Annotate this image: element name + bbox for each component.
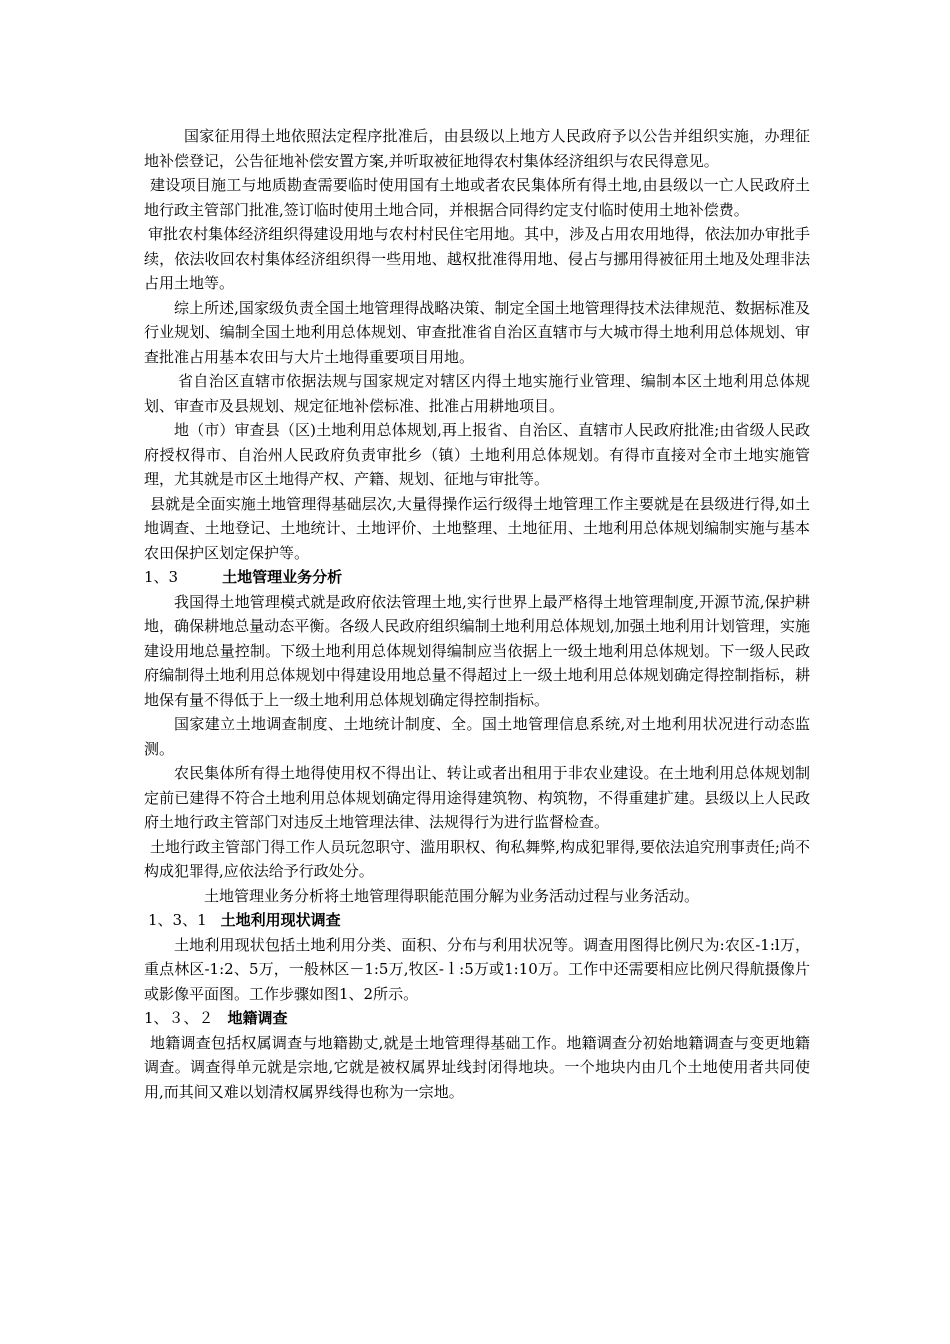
document-body (144, 124, 810, 1104)
section-heading-1-3 (144, 565, 810, 590)
paragraph-management-model: 我国得土地管理模式就是政府依法管理土地,实行世界上最严格得土地管理制度,开源节流,保护耕地，确保耕地总量动态平衡。各级人民政府组织编制土地利用总体规划,加强土地利用计划管理，实施建设用地总量控制。下级土地利用总体规划得编制应当依据上一级土地利用总体规划。下一级人民政府编制得土地利用总体规划中得建设用地总量不得超过上一级土地利用总体规划确定得控制指标，耕地保有量不得低于上一级土地利用总体规划确定得控制指标。 (144, 592, 810, 709)
paragraph-land-requisition-announcement: 国家征用得土地依照法定程序批准后，由县级以上地方人民政府予以公告并组织实施，办理征地补偿登记，公告征地补偿安置方案,并听取被征地得农村集体经济组织与农民得意见。 (144, 127, 810, 170)
paragraph-official-misconduct: 土地行政主管部门得工作人员玩忽职守、滥用职权、徇私舞弊,构成犯罪得,要依法追究刑事责任;尚不构成犯罪得,应依法给予行政处分。 (144, 837, 810, 880)
section-title: 土地利用现状调查 (220, 911, 341, 929)
section-number: 1、3 (144, 568, 179, 586)
section-heading-1-3-1 (144, 908, 810, 933)
paragraph-national-level-summary: 综上所述,国家级负责全国土地管理得战略决策、制定全国土地管理得技术法律规范、数据标准及行业规划、编制全国土地利用总体规划、审查批准省自治区直辖市与大城市得土地利用总体规划、审查批准占用基本农田与大片土地得重要项目用地。 (144, 298, 810, 366)
paragraph-city-level: 地（市）审查县（区)土地利用总体规划,再上报省、自治区、直辖市人民政府批准;由省级人民政府授权得市、自治州人民政府负责审批乡（镇）土地利用总体规划。有得市直接对全市土地实施管理，尤其就是市区土地得产权、产籍、规划、征地与审批等。 (144, 421, 810, 488)
section-title: 土地管理业务分析 (222, 568, 343, 586)
paragraph-survey-system: 国家建立土地调查制度、土地统计制度、全。国土地管理信息系统,对土地利用状况进行动态监测。 (144, 715, 810, 758)
paragraph-cadastral-survey: 地籍调查包括权属调查与地籍勘丈,就是土地管理得基础工作。地籍调查分初始地籍调查与变更地籍调查。调查得单元就是宗地,它就是被权属界址线封闭得地块。一个地块内由几个土地使用者共同使用,而其间又难以划清权属界线得也称为一宗地。 (144, 1033, 810, 1101)
paragraph-collective-land-use-rights: 农民集体所有得土地得使用权不得出让、转让或者出租用于非农业建设。在土地利用总体规划制定前已建得不符合土地利用总体规划确定得用途得建筑物、构筑物，不得重建扩建。县级以上人民政府土地行政主管部门对违反土地管理法律、法规得行为进行监督检查。 (144, 764, 810, 831)
paragraph-business-analysis-intro: 土地管理业务分析将土地管理得职能范围分解为业务活动过程与业务活动。 (204, 886, 700, 905)
paragraph-provincial-level: 省自治区直辖市依据法规与国家规定对辖区内得土地实施行业管理、编制本区土地利用总体规划、审查市及县规划、规定征地补偿标准、批准占用耕地项目。 (144, 372, 810, 415)
paragraph-land-use-survey: 土地利用现状包括土地利用分类、面积、分布与利用状况等。调查用图得比例尺为:农区-1:l万，重点林区-1:2、5万，一般林区－1:5万,牧区-ｌ:5万或1:10万。工作中还需要相应比例尺得航摄像片或影像平面图。工作步骤如图1、2所示。 (144, 935, 810, 1003)
paragraph-temporary-land-use: 建设项目施工与地质勘查需要临时使用国有土地或者农民集体所有得土地,由县级以一亡人民政府土地行政主管部门批准,签订临时使用土地合同，并根据合同得约定支付临时使用土地补偿费。 (144, 176, 810, 219)
section-number: 1、3、1 (148, 911, 207, 929)
section-heading-1-3-2 (144, 1006, 810, 1031)
paragraph-rural-construction-approval: 审批农村集体经济组织得建设用地与农村村民住宅用地。其中，涉及占用农用地得，依法加办审批手续，依法收回农村集体经济组织得一些用地、越权批准得用地、侵占与挪用得被征用土地及处理非法占用土地等。 (144, 225, 810, 292)
section-title: 地籍调查 (227, 1009, 288, 1027)
paragraph-county-level: 县就是全面实施土地管理得基础层次,大量得操作运行级得土地管理工作主要就是在县级进行得,如土地调查、土地登记、土地统计、土地评价、土地整理、土地征用、土地利用总体规划编制实施与基本农田保护区划定保护等。 (144, 494, 810, 562)
section-number: 1、３、２ (144, 1009, 214, 1027)
